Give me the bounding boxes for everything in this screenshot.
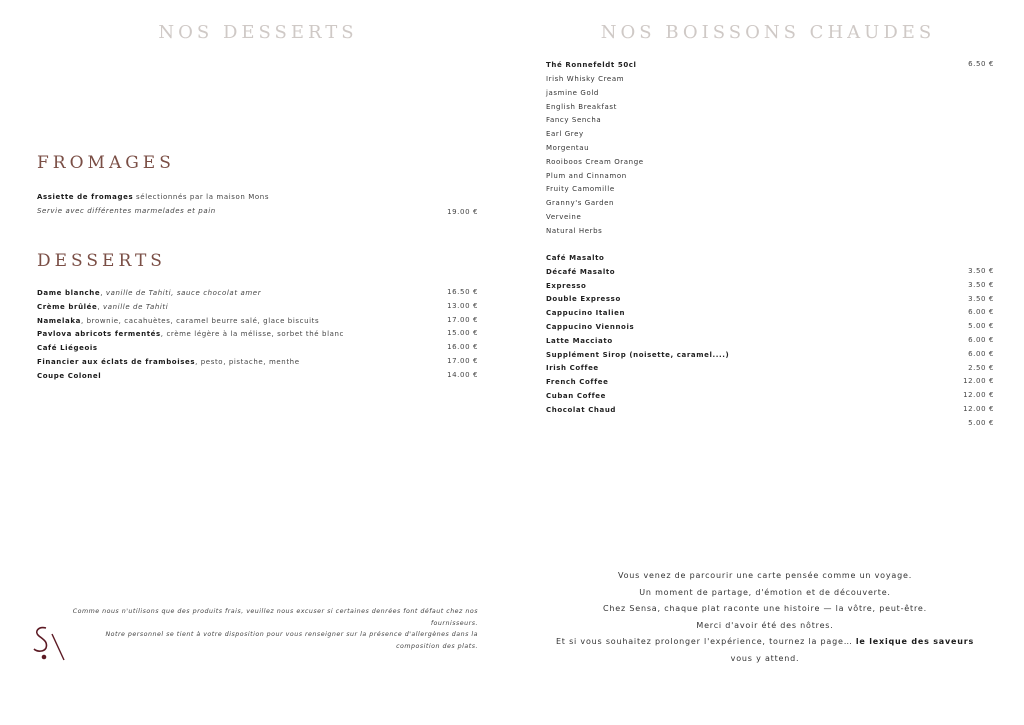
closing-line: Chez Sensa, chaque plat raconte une histoire — la vôtre, peut-être. bbox=[603, 604, 927, 614]
item-price: 19.00 € bbox=[447, 208, 478, 216]
item-name: Coupe Colonel bbox=[37, 371, 102, 380]
item-desc: vanille de Tahiti, sauce chocolat amer bbox=[105, 289, 262, 297]
item-price: 14.00 € bbox=[447, 370, 478, 379]
page-title-desserts: NOS DESSERTS bbox=[158, 22, 358, 43]
item-name: Café Liégeois bbox=[37, 344, 98, 353]
coffee-price: 3.50 € bbox=[968, 294, 994, 303]
coffee-item: Cuban Coffee bbox=[546, 392, 607, 400]
item-price: 17.00 € bbox=[447, 357, 478, 365]
tea-item: Rooiboos Cream Orange bbox=[546, 157, 644, 166]
coffee-price: 5.00 € bbox=[968, 418, 994, 427]
item-name: Pavlova abricots fermentés bbox=[37, 330, 161, 339]
item-price: 17.00 € bbox=[447, 315, 478, 324]
item-sep: , bbox=[80, 316, 87, 325]
closing-line: Merci d'avoir été des nôtres. bbox=[696, 620, 834, 630]
item-price: 16.00 € bbox=[447, 343, 478, 352]
coffee-item: Cappucino Viennois bbox=[546, 323, 635, 331]
item-price: 13.00 € bbox=[447, 301, 478, 310]
item-desc: brownie, cacahuètes, caramel beurre salé, glace biscuits bbox=[86, 316, 320, 325]
menu-item-cheese bbox=[37, 192, 269, 202]
section-title-fromages: FROMAGES bbox=[37, 153, 175, 173]
coffee-price: 3.50 € bbox=[968, 280, 994, 289]
item-name: Namelaka bbox=[37, 316, 81, 325]
item-sep: , bbox=[97, 302, 104, 311]
coffee-price: 12.00 € bbox=[963, 391, 994, 400]
item-price: 16.50 € bbox=[447, 288, 478, 296]
coffee-item: Expresso bbox=[546, 281, 587, 290]
coffee-item: Café Masalto bbox=[546, 254, 605, 262]
menu-item-dessert bbox=[37, 329, 344, 339]
section-title-desserts: DESSERTS bbox=[37, 251, 166, 271]
allergen-note bbox=[60, 606, 478, 652]
coffee-item: Décafé Masalto bbox=[546, 267, 616, 276]
item-sep: , bbox=[195, 358, 201, 366]
coffee-item: Latte Macciato bbox=[546, 336, 613, 345]
item-price: 15.00 € bbox=[447, 329, 478, 338]
tea-item: Irish Whisky Cream bbox=[546, 75, 625, 83]
coffee-item: Chocolat Chaud bbox=[546, 405, 617, 414]
tea-item: Earl Grey bbox=[546, 130, 584, 139]
tea-item: Fruity Camomille bbox=[546, 185, 615, 194]
menu-item-dessert bbox=[37, 316, 319, 326]
item-desc: pesto, pistache, menthe bbox=[200, 358, 300, 366]
tea-item: Plum and Cinnamon bbox=[546, 171, 627, 180]
page-title-hot-drinks: NOS BOISSONS CHAUDES bbox=[600, 22, 936, 43]
note-line-1: Comme nous n'utilisons que des produits frais, veuillez nous excuser si certaines denrées font défaut chez nos fournisseurs. bbox=[72, 608, 478, 627]
coffee-item: Double Expresso bbox=[546, 295, 621, 304]
item-desc: crème légère à la mélisse, sorbet thé blanc bbox=[166, 330, 344, 339]
item-name: Dame blanche bbox=[37, 289, 101, 297]
menu-item-dessert bbox=[37, 288, 261, 298]
coffee-item: French Coffee bbox=[546, 378, 609, 387]
coffee-price: 3.50 € bbox=[968, 267, 994, 275]
item-name: Assiette de fromages bbox=[37, 193, 134, 201]
closing-line: Vous venez de parcourir une carte pensée comme un voyage. bbox=[617, 571, 913, 580]
tea-item: Morgentau bbox=[546, 144, 590, 152]
tea-item: English Breakfast bbox=[546, 102, 618, 111]
menu-item-dessert bbox=[37, 357, 300, 367]
item-sep: , bbox=[100, 289, 106, 297]
coffee-price: 6.00 € bbox=[968, 308, 994, 317]
note-line-2: Notre personnel se tient à votre disposition pour vous renseigner sur la présence d'allergènes dans la composition des plats. bbox=[105, 631, 478, 650]
tea-item: Granny's Garden bbox=[546, 199, 615, 208]
coffee-price: 6.00 € bbox=[968, 336, 994, 344]
tea-item: Natural Herbs bbox=[546, 226, 603, 235]
item-name: Financier aux éclats de framboises bbox=[37, 358, 196, 366]
closing-line: Un moment de partage, d'émotion et de découverte. bbox=[639, 587, 891, 597]
lexique-link-text: le lexique des saveurs bbox=[855, 637, 975, 647]
menu-item-cheese-subtitle bbox=[37, 206, 216, 216]
tea-item: jasmine Gold bbox=[546, 88, 599, 97]
coffee-item: Supplément Sirop (noisette, caramel....) bbox=[546, 350, 730, 359]
coffee-item: Cappucino Italien bbox=[546, 309, 626, 318]
tea-header: Thé Ronnefeldt 50cl bbox=[546, 61, 637, 69]
tea-item: Fancy Sencha bbox=[546, 116, 602, 125]
coffee-price: 12.00 € bbox=[963, 377, 994, 386]
menu-item-dessert bbox=[37, 371, 101, 381]
item-sep: , bbox=[160, 330, 167, 339]
closing-line: vous y attend. bbox=[730, 653, 800, 663]
coffee-price: 6.00 € bbox=[968, 349, 994, 358]
closing-text: Et si vous souhaitez prolonger l'expérience, tournez la page… bbox=[555, 637, 856, 647]
item-desc: sélectionnés par la maison Mons bbox=[133, 193, 270, 201]
coffee-item: Irish Coffee bbox=[546, 364, 599, 373]
tea-item: Verveine bbox=[546, 213, 582, 221]
item-subtitle: Servie avec différentes marmelades et pain bbox=[37, 207, 216, 215]
tea-price: 6.50 € bbox=[968, 60, 994, 68]
coffee-price: 12.00 € bbox=[963, 405, 994, 413]
closing-message bbox=[540, 568, 990, 668]
item-desc: vanille de Tahiti bbox=[103, 302, 169, 311]
closing-line bbox=[540, 634, 990, 651]
coffee-price: 5.00 € bbox=[968, 322, 994, 331]
coffee-price: 2.50 € bbox=[968, 363, 994, 372]
item-name: Crème brûlée bbox=[37, 302, 98, 311]
menu-item-dessert bbox=[37, 302, 168, 312]
menu-item-dessert bbox=[37, 343, 98, 353]
